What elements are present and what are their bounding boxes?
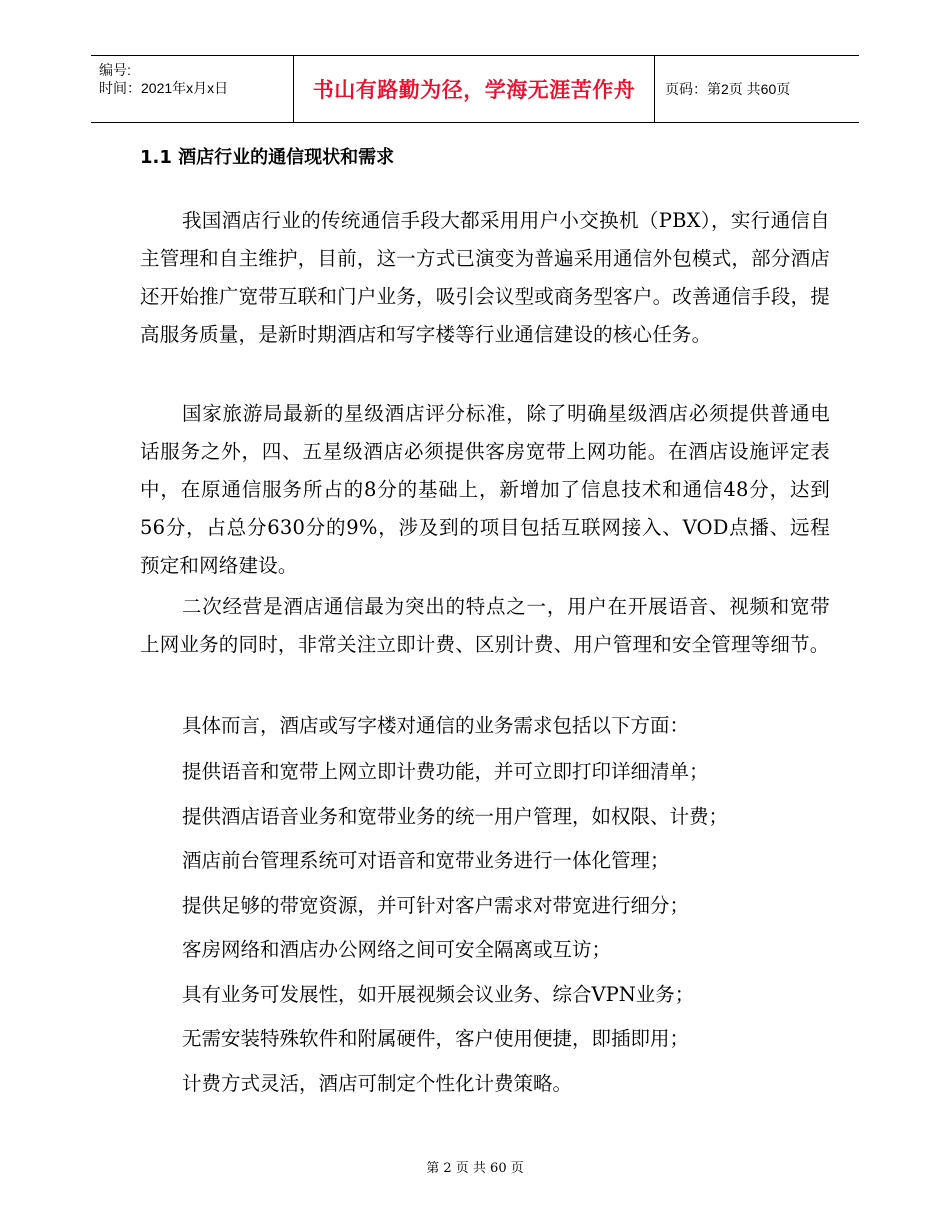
requirement-item: 具有业务可发展性，如开展视频会议业务、综合VPN业务； <box>182 983 695 1006</box>
requirement-item: 酒店前台管理系统可对语音和宽带业务进行一体化管理； <box>182 849 670 872</box>
header-motto-cell <box>294 56 655 123</box>
requirement-item: 计费方式灵活，酒店可制定个性化计费策略。 <box>182 1072 573 1095</box>
requirement-item: 提供足够的带宽资源，并可针对客户需求对带宽进行细分； <box>182 894 690 917</box>
section-heading: 1.1 酒店行业的通信现状和需求 <box>140 147 395 168</box>
page-header <box>91 55 859 123</box>
requirement-item: 客房网络和酒店办公网络之间可安全隔离或互访； <box>182 938 612 961</box>
header-motto: 书山有路勤为径，学海无涯苦作舟 <box>312 78 636 102</box>
requirements-intro: 具体而言，酒店或写字楼对通信的业务需求包括以下方面： <box>182 714 690 737</box>
paragraph-3: 二次经营是酒店通信最为突出的特点之一，用户在开展语音、视频和宽带上网业务的同时，非常关注立即计费、区别计费、用户管理和安全管理等细节。 <box>140 595 830 656</box>
page-footer: 第 2 页 共 60 页 <box>426 1161 524 1176</box>
requirement-item: 提供语音和宽带上网立即计费功能，并可立即打印详细清单； <box>182 760 709 783</box>
header-page-info: 页码：第2页 共60页 <box>665 81 791 97</box>
requirement-item: 无需安装特殊软件和附属硬件，客户使用便捷，即插即用； <box>182 1027 690 1050</box>
paragraph-2: 国家旅游局最新的星级酒店评分标准，除了明确星级酒店必须提供普通电话服务之外，四、五星级酒店必须提供客房宽带上网功能。在酒店设施评定表中，在原通信服务所占的8分的基础上，新增加了信息技术和通信48分，达到56分，占总分630分的9%，涉及到的项目包括互联网接入、VOD点播、远程预定和网络建设。 <box>140 402 830 577</box>
header-meta <box>91 56 294 123</box>
document-time: 时间：2021年x月x日 <box>99 80 229 96</box>
requirement-item: 提供酒店语音业务和宽带业务的统一用户管理，如权限、计费； <box>182 805 729 828</box>
document-number-label: 编号: <box>99 62 131 78</box>
paragraph-1: 我国酒店行业的传统通信手段大都采用用户小交换机（PBX），实行通信自主管理和自主维护，目前，这一方式已演变为普遍采用通信外包模式，部分酒店还开始推广宽带互联和门户业务，吸引会议型或商务型客户。改善通信手段，提高服务质量，是新时期酒店和写字楼等行业通信建设的核心任务。 <box>140 209 830 346</box>
